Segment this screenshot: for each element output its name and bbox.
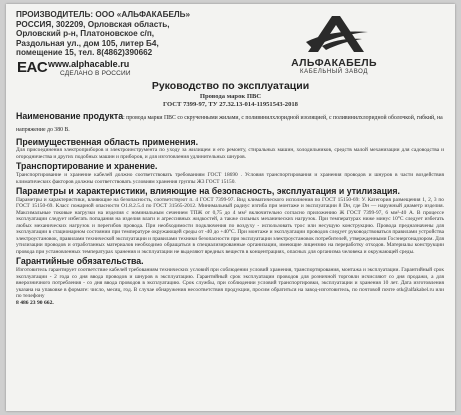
section-heading: Наименование продукта [16, 111, 124, 121]
document-title: Руководство по эксплуатации [151, 80, 310, 92]
document-subtitle: Провода марок ПВС [199, 93, 262, 100]
manufacturer-address [16, 10, 286, 58]
section-text: Параметры и характеристики, влияющие на безопасность, соответствуют п. 4 ГОСТ 7399-97. Вид климатического исполнения по ГОСТ 15150-69: У. Категория размещения 1, 2, 3 по ГОСТ 15150-69. Класс пожарной опасности О1.8.2.5.4 по ГОСТ 31565-2012. Минимальный радиус изгиба при монтаже и эксплуатации 8 Dн, где Dн — наружный диаметр изделия. Максимальные токовые нагрузки на изделия с номинальным сечением ТПЖ от 0,75 до 4 мм² включительно согласно приложению Ж ГОСТ 7399-97, 6 мм²-40 А. В процессе эксплуатации следует избегать попадания на изделия влаги и агрессивных жидкостей, а также сильных механических нагрузок. При температурах ниже минус 10°С следует избегать любых механических нагрузок и перегибов провода. При необходимости подключения по воздуху - использовать трос или несущую конструкцию. Провода предназначены для эксплуатации в стационарном состоянии при температуре окружающей среды от -40 до +40°С. При монтаже и эксплуатации проводов следует руководствоваться правилами устройства электроустановок, правилами технической эксплуатации и правилами техники безопасности при эксплуатации электроустановок потребителей, утвержденными Госэнергонадзором. Для утилизации проводов и отработанных материалов необходимо обращаться в специализированные организации, имеющие лицензию на переработку отходов. Материалы конструкции провода при установленных температурах хранения и эксплуатации не выделяют вредных веществ в концентрациях, опасных для организма человека и окружающей среды. [16, 196, 444, 255]
made-in-russia-label: СДЕЛАНО В РОССИИ [60, 70, 131, 77]
section-heading: Транспортирование и хранение. [16, 161, 158, 172]
section-text: Транспортирование и хранение кабелей должно соответствовать требованиям ГОСТ 18690 . Условия транспортирования и хранения проводов и шнуров в части воздействия климатических факторов должны соответствовать условиям хранения группы Ж3 ГОСТ 15150. [16, 172, 444, 185]
address-line: ПРОИЗВОДИТЕЛЬ: ООО «АЛЬФАКАБЕЛЬ» [16, 10, 191, 19]
product-name-heading [16, 110, 444, 136]
eac-mark: EAC [17, 59, 48, 76]
product-name-text: : провода марки ПВС со скрученными жилами, с поливинилхлоридной изоляцией, с поливинилхлоридной оболочкой, гибкий, на напряжение до 380 В. [16, 115, 443, 133]
brand-name: АЛЬФАКАБЕЛЬ [291, 57, 377, 69]
brand-subtitle: КАБЕЛЬНЫЙ ЗАВОД [300, 69, 368, 75]
instruction-sheet [6, 4, 455, 411]
standards-line: ГОСТ 7399-97, ТУ 27.32.13-014-11951543-2018 [163, 101, 298, 108]
contact-phone: 8 486 23 90 662. [16, 299, 54, 306]
website-link[interactable]: www.alphacable.ru [48, 59, 130, 69]
address-line: Раздольная ул., дом 105, литер Б4, [16, 38, 159, 48]
alfakabel-logo-icon [302, 12, 372, 56]
section-heading: Гарантийные обязательства. [16, 256, 144, 267]
address-line: РОССИЯ, 302209, Орловская область, [16, 19, 170, 29]
address-line: помещение 15, тел. 8(4862)390662 [16, 48, 153, 58]
section-heading: Параметры и характеристики, влияющие на безопасность, эксплуатация и утилизация. [16, 186, 400, 197]
section-text: Изготовитель гарантирует соответствие кабелей требованиям технических условий при соблюдении условий хранения, транспортирования, монтажа и эксплуатации. Гарантийный срок эксплуатации - 2 года со дня ввода проводов и шнуров в эксплуатацию. Гарантийный срок эксплуатации проводов для розничной торговли исчисляют со дня продажи, а для внерозничного потребления - со дня ввода проводов в эксплуатацию. Срок службы, при соблюдении условий транспортировки, эксплуатации и хранения 10 лет. Дата изготовления указана на упаковке в формате: число, месяц, год. В случае обнаружения несоответствия продукции, просим обратиться на завод-изготовитель, по почтовой почте otk@alfakabel.ru или по телефону [16, 267, 444, 300]
section-heading: Преимущественная область применения. [16, 136, 199, 147]
address-line: Орловский р-н, Платоновское с/п, [16, 29, 155, 39]
document-body [16, 110, 444, 306]
section-text: Для присоединения электроприборов и электроинструмента по уходу за жилищем и его ремонту, стиральных машин, холодильников, средств малой механизации для садоводства и огородничества и других подобных машин и приборов, и для изготовления удлинительных шнуров. [16, 147, 444, 160]
